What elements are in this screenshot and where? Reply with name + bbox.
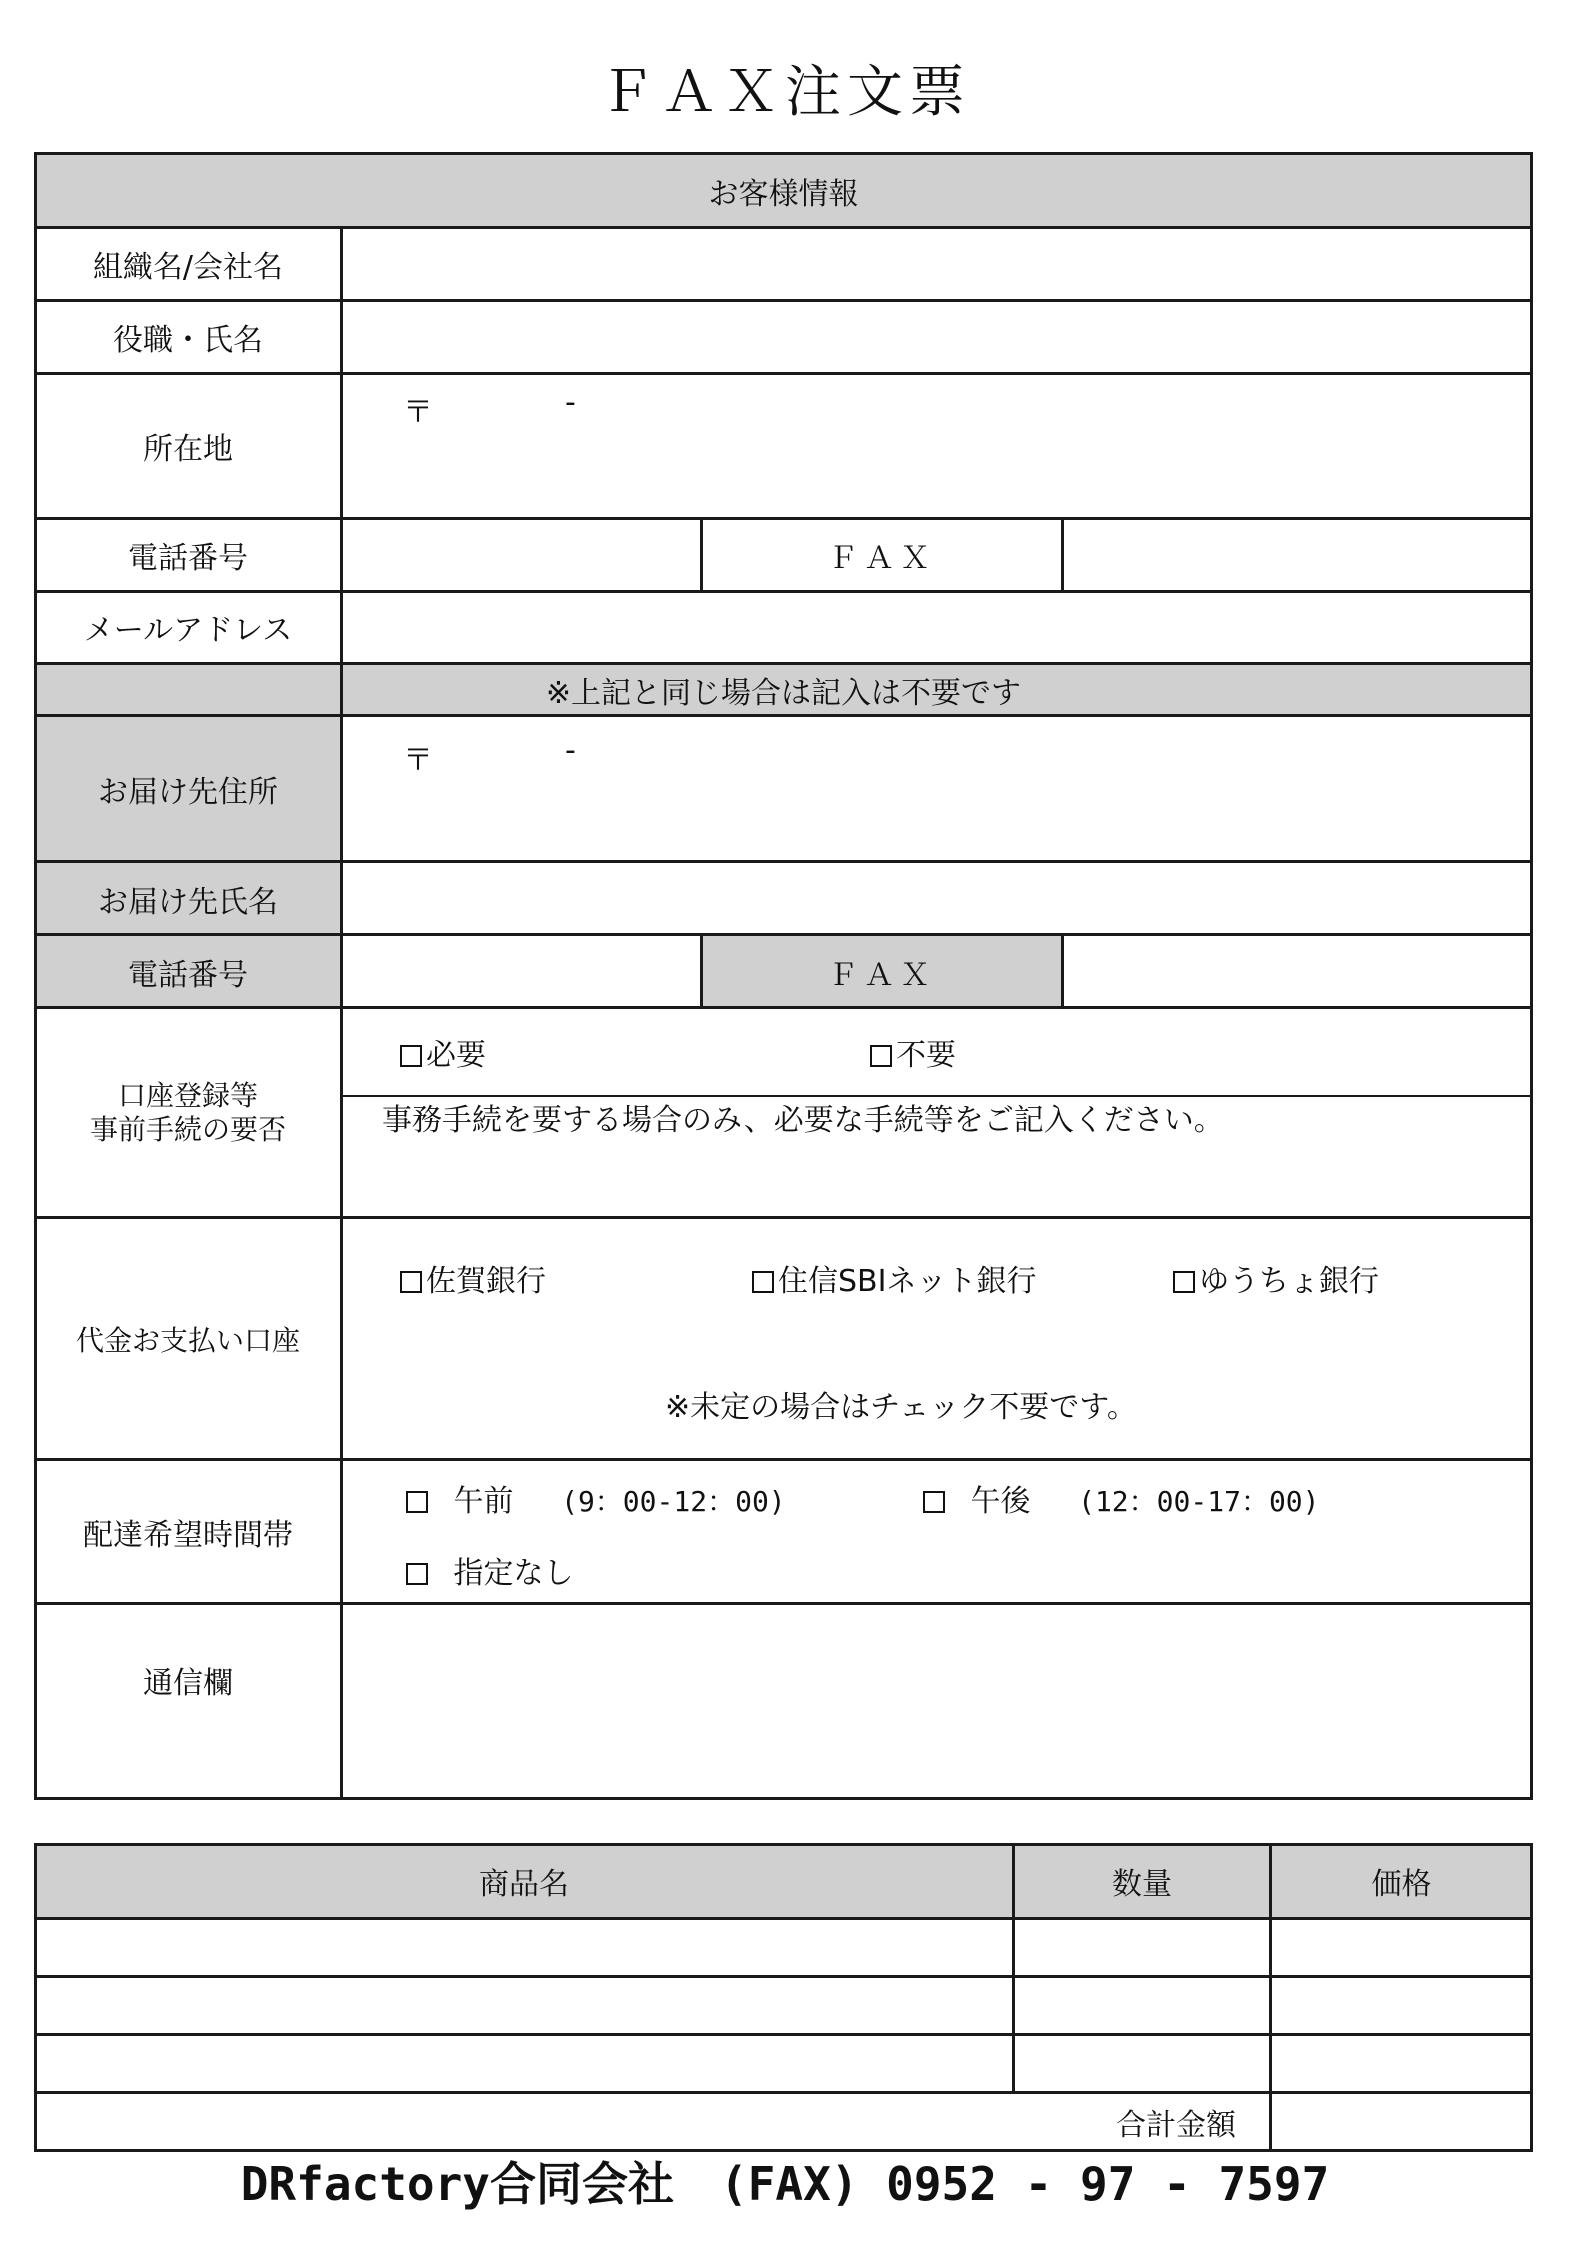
time-option-afternoon[interactable] — [923, 1476, 1320, 1520]
phone-field[interactable] — [343, 520, 700, 590]
checkbox-icon[interactable] — [406, 1563, 428, 1585]
quantity-cell[interactable] — [1015, 2036, 1269, 2091]
checkbox-icon[interactable] — [400, 1045, 422, 1067]
account-label-line1: 口座登録等 — [117, 1079, 258, 1112]
delivery-name-field[interactable] — [343, 863, 1531, 933]
quantity-cell[interactable] — [1015, 1920, 1269, 1975]
company-fax-footer: DRfactory合同会社 (FAX) 0952 - 97 - 7597 — [240, 2157, 1330, 2211]
customer-info-header: お客様情報 — [708, 176, 859, 212]
checkbox-icon[interactable] — [752, 1271, 774, 1293]
name-title-label: 役職・氏名 — [113, 322, 263, 358]
account-required-label: 必要 — [426, 1038, 486, 1073]
memo-field[interactable] — [343, 1605, 1531, 1797]
address-label: 所在地 — [143, 431, 233, 467]
email-field[interactable] — [343, 593, 1531, 662]
bank-label: 佐賀銀行 — [426, 1264, 546, 1299]
account-label-line2: 事前手続の要否 — [89, 1113, 286, 1146]
delivery-name-label: お届け先氏名 — [98, 884, 278, 920]
product-name-cell[interactable] — [36, 1978, 1012, 2033]
total-amount-cell[interactable] — [1272, 2094, 1531, 2149]
time-option-none[interactable] — [406, 1548, 574, 1592]
org-name-label: 組織名/会社名 — [92, 249, 284, 285]
fax-field[interactable] — [1064, 520, 1531, 590]
price-header: 価格 — [1371, 1867, 1432, 1902]
quantity-header: 数量 — [1112, 1867, 1172, 1902]
product-name-cell[interactable] — [36, 1920, 1012, 1975]
memo-label: 通信欄 — [143, 1666, 233, 1701]
bank-label: ゆうちょ銀行 — [1199, 1264, 1379, 1299]
checkbox-icon[interactable] — [1173, 1271, 1195, 1293]
time-option-morning[interactable] — [406, 1476, 786, 1520]
email-label: メールアドレス — [83, 613, 293, 648]
bank-option-sbi[interactable] — [752, 1256, 1036, 1300]
postal-dash: - — [565, 385, 576, 420]
price-cell[interactable] — [1272, 2036, 1531, 2091]
account-not-required-option[interactable] — [870, 1030, 956, 1074]
fax-label: ＦＡＸ — [828, 540, 936, 576]
delivery-fax-field[interactable] — [1064, 936, 1531, 1006]
time-morning-label: 午前 — [453, 1484, 514, 1519]
payment-note: ※未定の場合はチェック不要です。 — [665, 1390, 1137, 1425]
delivery-fax-label: ＦＡＸ — [828, 957, 936, 993]
org-name-field[interactable] — [343, 229, 1531, 299]
checkbox-icon[interactable] — [400, 1271, 422, 1293]
delivery-time-label: 配達希望時間帯 — [83, 1518, 293, 1553]
price-cell[interactable] — [1272, 1920, 1531, 1975]
account-required-option[interactable] — [400, 1030, 486, 1074]
time-morning-range: (9：00-12：00) — [561, 1485, 786, 1518]
delivery-phone-label: 電話番号 — [128, 957, 248, 993]
address-field[interactable] — [343, 375, 1531, 517]
bank-option-saga[interactable] — [400, 1256, 546, 1300]
checkbox-icon[interactable] — [870, 1045, 892, 1067]
postal-mark: 〒 — [403, 395, 433, 430]
price-cell[interactable] — [1272, 1978, 1531, 2033]
quantity-cell[interactable] — [1015, 1978, 1269, 2033]
time-none-label: 指定なし — [453, 1556, 574, 1591]
account-instruction: 事務手続を要する場合のみ、必要な手続等をご記入ください。 — [382, 1103, 1224, 1138]
postal-mark: 〒 — [403, 743, 433, 778]
checkbox-icon[interactable] — [406, 1491, 428, 1513]
delivery-phone-field[interactable] — [343, 936, 700, 1006]
delivery-note: ※上記と同じ場合は記入は不要です — [545, 676, 1022, 711]
product-name-header: 商品名 — [479, 1867, 569, 1902]
name-title-field[interactable] — [343, 302, 1531, 372]
time-afternoon-label: 午後 — [970, 1484, 1031, 1519]
page-title: ＦＡＸ注文票 — [599, 60, 971, 125]
bank-option-yucho[interactable] — [1173, 1256, 1379, 1300]
delivery-address-field[interactable] — [343, 717, 1531, 860]
delivery-address-label: お届け先住所 — [98, 775, 278, 810]
payment-account-label: 代金お支払い口座 — [75, 1324, 300, 1357]
total-amount-label: 合計金額 — [1116, 2108, 1236, 2143]
account-details-field[interactable] — [343, 1140, 1531, 1214]
phone-label: 電話番号 — [128, 540, 248, 576]
bank-label: 住信SBIネット銀行 — [778, 1264, 1037, 1299]
postal-dash: - — [565, 733, 576, 768]
account-not-required-label: 不要 — [896, 1038, 956, 1073]
account-registration-label — [36, 1009, 340, 1217]
checkbox-icon[interactable] — [923, 1491, 945, 1513]
time-afternoon-range: (12：00-17：00) — [1078, 1485, 1320, 1518]
product-name-cell[interactable] — [36, 2036, 1012, 2091]
